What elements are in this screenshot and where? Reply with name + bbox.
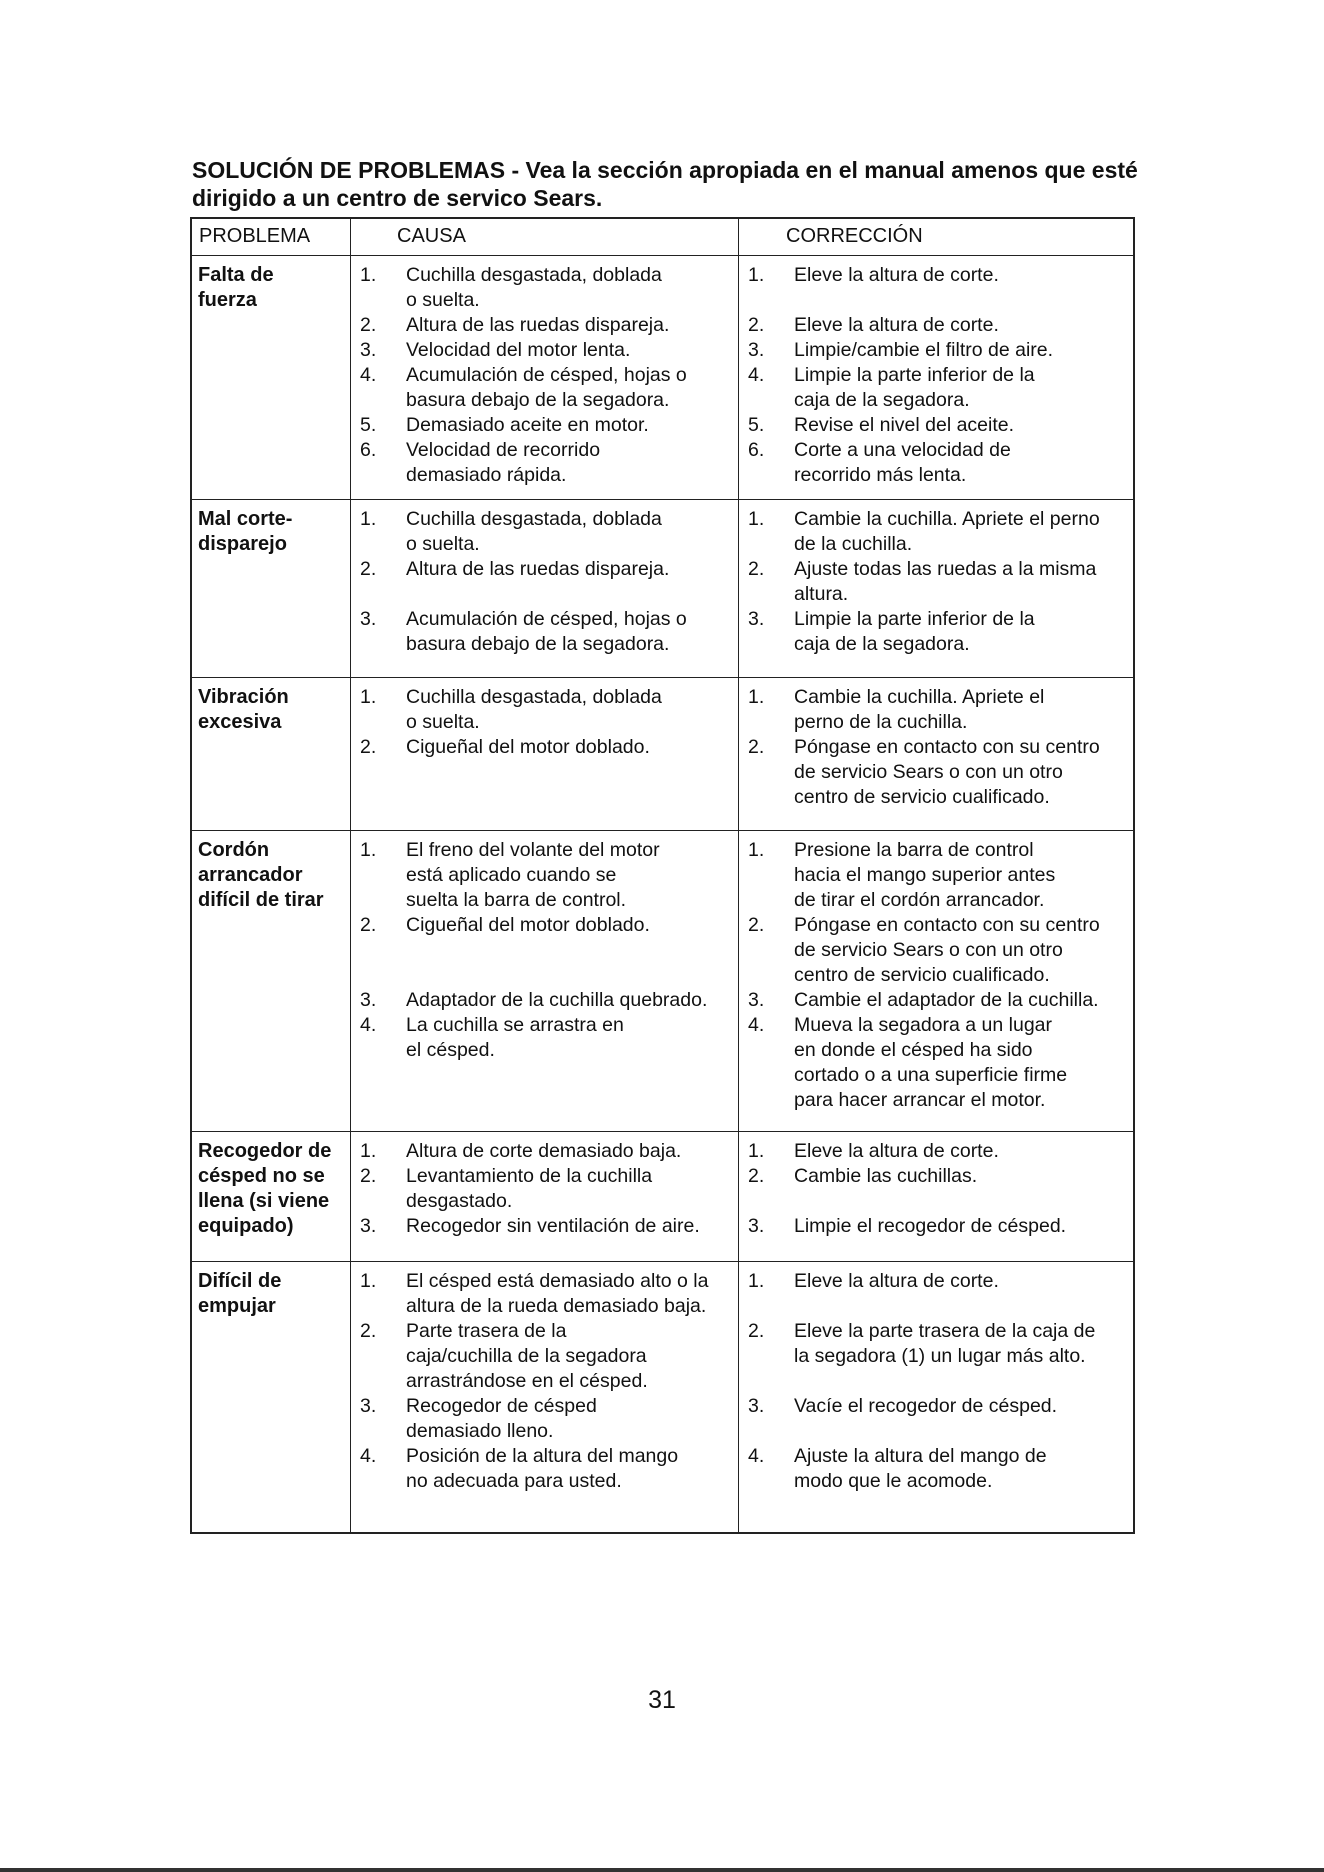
item-number: 1. — [748, 686, 765, 708]
item-number: 1. — [360, 1140, 377, 1162]
cause-text: El césped está demasiado alto o la altura de la rueda demasiado baja. — [406, 1270, 709, 1317]
table-row — [192, 677, 1133, 831]
item-number: 3. — [360, 1215, 377, 1237]
table-row — [192, 830, 1133, 1132]
troubleshooting-table — [190, 217, 1135, 1534]
item-number: 4. — [360, 364, 377, 386]
fix-text: Eleve la altura de corte. — [794, 264, 999, 286]
item-number: 3. — [748, 608, 765, 630]
table-row — [192, 255, 1133, 500]
table-row — [192, 1261, 1133, 1532]
item-number: 1. — [360, 1270, 377, 1292]
item-number: 1. — [748, 839, 765, 861]
item-number: 3. — [360, 608, 377, 630]
item-number: 1. — [360, 508, 377, 530]
cause-text: Altura de corte demasiado baja. — [406, 1140, 682, 1162]
cause-text: Velocidad de recorrido demasiado rápida. — [406, 439, 601, 486]
item-number: 3. — [748, 989, 765, 1011]
fix-text: Presione la barra de control hacia el mango superior antes de tirar el cordón arrancador. — [794, 839, 1056, 911]
fix-text: Eleve la altura de corte. — [794, 314, 999, 336]
item-number: 2. — [360, 314, 377, 336]
item-number: 1. — [748, 264, 765, 286]
header-problema: PROBLEMA — [199, 225, 311, 247]
table-row — [192, 499, 1133, 678]
cause-text: Altura de las ruedas dispareja. — [406, 314, 670, 336]
item-number: 1. — [360, 686, 377, 708]
fix-text: Limpie la parte inferior de la caja de la segadora. — [794, 608, 1035, 655]
item-number: 4. — [360, 1014, 377, 1036]
item-number: 3. — [748, 339, 765, 361]
cause-text: Cuchilla desgastada, doblada o suelta. — [406, 508, 662, 555]
cause-text: Parte trasera de la caja/cuchilla de la segadora arrastrándose en el césped. — [406, 1320, 648, 1392]
item-number: 3. — [360, 989, 377, 1011]
fix-text: Póngase en contacto con su centro de servicio Sears o con un otro centro de servicio cualificado. — [794, 914, 1100, 986]
cause-text: Recogedor sin ventilación de aire. — [406, 1215, 700, 1237]
item-number: 1. — [748, 508, 765, 530]
page-number: 31 — [648, 1686, 676, 1714]
fix-text: Mueva la segadora a un lugar en donde el césped ha sido cortado o a una superficie firme para hacer arrancar el motor. — [794, 1014, 1068, 1111]
item-number: 2. — [360, 736, 377, 758]
fix-text: Limpie la parte inferior de la caja de la segadora. — [794, 364, 1035, 411]
problem-label: Cordón arrancador difícil de tirar — [198, 839, 324, 911]
item-number: 6. — [360, 439, 377, 461]
item-number: 4. — [748, 364, 765, 386]
fix-text: Vacíe el recogedor de césped. — [794, 1395, 1058, 1417]
cause-text: Cuchilla desgastada, doblada o suelta. — [406, 686, 662, 733]
fix-text: Eleve la parte trasera de la caja de la segadora (1) un lugar más alto. — [794, 1320, 1096, 1367]
table-row — [192, 1131, 1133, 1262]
fix-text: Eleve la altura de corte. — [794, 1270, 999, 1292]
problem-label: Recogedor de césped no se llena (si viene equipado) — [198, 1140, 332, 1237]
item-number: 4. — [748, 1014, 765, 1036]
scan-edge-line — [0, 1868, 1324, 1872]
fix-text: Cambie el adaptador de la cuchilla. — [794, 989, 1099, 1011]
cause-text: Altura de las ruedas dispareja. — [406, 558, 670, 580]
item-number: 2. — [360, 914, 377, 936]
item-number: 1. — [360, 264, 377, 286]
cause-text: Posición de la altura del mango no adecuada para usted. — [406, 1445, 679, 1492]
cause-text: Recogedor de césped demasiado lleno. — [406, 1395, 597, 1442]
fix-text: Limpie el recogedor de césped. — [794, 1215, 1067, 1237]
fix-text: Cambie las cuchillas. — [794, 1165, 978, 1187]
item-number: 2. — [748, 736, 765, 758]
fix-text: Póngase en contacto con su centro de servicio Sears o con un otro centro de servicio cualificado. — [794, 736, 1100, 808]
fix-text: Cambie la cuchilla. Apriete el perno de la cuchilla. — [794, 686, 1045, 733]
problem-label: Vibración excesiva — [198, 686, 289, 733]
item-number: 1. — [748, 1140, 765, 1162]
fix-text: Corte a una velocidad de recorrido más lenta. — [794, 439, 1011, 486]
problem-label: Falta de fuerza — [198, 264, 274, 311]
item-number: 3. — [360, 339, 377, 361]
item-number: 1. — [748, 1270, 765, 1292]
cause-text: Cigueñal del motor doblado. — [406, 914, 650, 936]
item-number: 5. — [748, 414, 765, 436]
item-number: 2. — [748, 914, 765, 936]
item-number: 4. — [360, 1445, 377, 1467]
fix-text: Limpie/cambie el filtro de aire. — [794, 339, 1054, 361]
item-number: 3. — [360, 1395, 377, 1417]
problem-label: Mal corte- disparejo — [198, 508, 293, 555]
cause-text: El freno del volante del motor está aplicado cuando se suelta la barra de control. — [406, 839, 660, 911]
cause-text: Demasiado aceite en motor. — [406, 414, 649, 436]
cause-text: Adaptador de la cuchilla quebrado. — [406, 989, 708, 1011]
cause-text: Acumulación de césped, hojas o basura debajo de la segadora. — [406, 364, 687, 411]
fix-text: Revise el nivel del aceite. — [794, 414, 1015, 436]
cause-text: Cigueñal del motor doblado. — [406, 736, 650, 758]
item-number: 2. — [360, 558, 377, 580]
item-number: 3. — [748, 1215, 765, 1237]
item-number: 2. — [748, 314, 765, 336]
item-number: 2. — [748, 558, 765, 580]
item-number: 2. — [748, 1165, 765, 1187]
item-number: 2. — [360, 1320, 377, 1342]
table-header — [192, 219, 1133, 256]
fix-text: Ajuste todas las ruedas a la misma altura. — [794, 558, 1097, 605]
fix-text: Cambie la cuchilla. Apriete el perno de la cuchilla. — [794, 508, 1100, 555]
problem-label: Difícil de empujar — [198, 1270, 282, 1317]
cause-text: Acumulación de césped, hojas o basura debajo de la segadora. — [406, 608, 687, 655]
page-heading: SOLUCIÓN DE PROBLEMAS - Vea la sección apropiada en el manual amenos que esté dirigido a un centro de servico Sears. — [192, 157, 1138, 211]
item-number: 2. — [360, 1165, 377, 1187]
cause-text: Velocidad del motor lenta. — [406, 339, 631, 361]
item-number: 1. — [360, 839, 377, 861]
header-correccion: CORRECCIÓN — [786, 225, 923, 247]
item-number: 6. — [748, 439, 765, 461]
fix-text: Eleve la altura de corte. — [794, 1140, 999, 1162]
item-number: 4. — [748, 1445, 765, 1467]
cause-text: La cuchilla se arrastra en el césped. — [406, 1014, 624, 1061]
item-number: 5. — [360, 414, 377, 436]
cause-text: Cuchilla desgastada, doblada o suelta. — [406, 264, 662, 311]
cause-text: Levantamiento de la cuchilla desgastado. — [406, 1165, 653, 1212]
header-causa: CAUSA — [397, 225, 466, 247]
item-number: 3. — [748, 1395, 765, 1417]
item-number: 2. — [748, 1320, 765, 1342]
fix-text: Ajuste la altura del mango de modo que le acomode. — [794, 1445, 1047, 1492]
